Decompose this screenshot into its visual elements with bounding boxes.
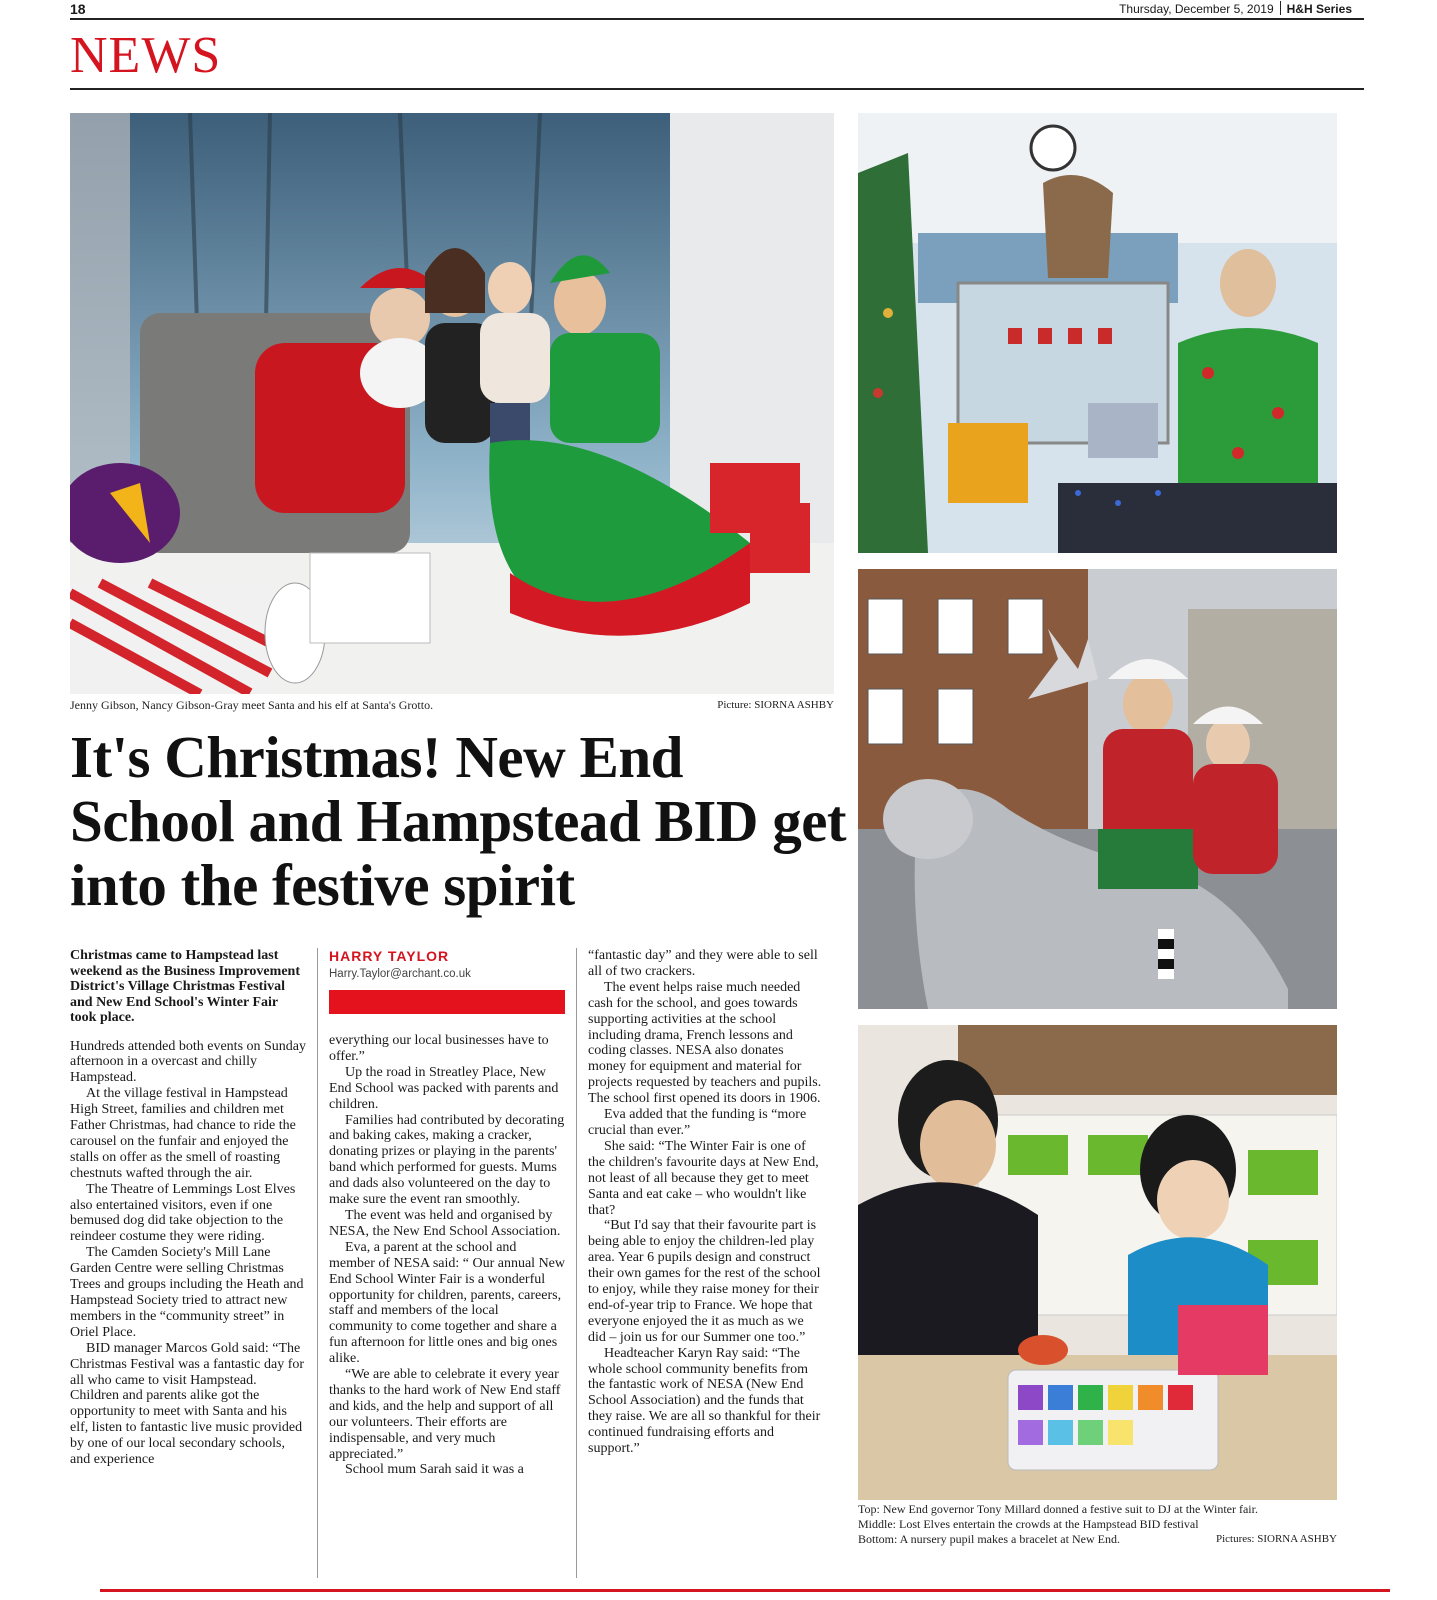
paragraph: BID manager Marcos Gold said: “The Christmas Festival was a fantastic day for all who came to visit Hampstead. Children and parents alike got the opportunity to meet with Santa and his elf, listen to fantastic live music provided by one of our local secondary schools, and experience	[70, 1340, 305, 1468]
photo-dj-governor	[858, 113, 1337, 553]
caption-middle: Middle: Lost Elves entertain the crowds at the Hampstead BID festival	[858, 1517, 1199, 1531]
photo-lost-elves-reindeer	[858, 569, 1337, 1009]
paragraph: Eva added that the funding is “more crucial than ever.”	[588, 1107, 807, 1138]
byline-red-bar	[329, 990, 565, 1014]
paragraph: The event helps raise much needed cash for the school, and goes towards supporting activities at the school including drama, French lessons and coding classes. NESA also donates money for equipment and material for projects requested by teachers and pupils. The school first opened its doors in 1906.	[588, 979, 822, 1107]
issue-date: Thursday, December 5, 2019	[1119, 2, 1274, 16]
photo-nursery-bracelet	[858, 1025, 1337, 1500]
section-rule	[70, 88, 1364, 90]
headline: It's Christmas! New End School and Hampstead BID get into the festive spirit	[70, 724, 847, 918]
publication-name: H&H Series	[1286, 2, 1352, 16]
paragraph: “We are able to celebrate it every year thanks to the hard work of New End staff and kids, and the help and support of all our volunteers. Their efforts are indispensable, and very much appreciated.”	[329, 1367, 561, 1462]
dateline	[1119, 1, 1352, 16]
main-photo-image	[70, 113, 834, 694]
dj-photo-image	[858, 113, 1337, 553]
nursery-photo-image	[858, 1025, 1337, 1500]
paragraph: everything our local businesses have to offer.”	[329, 1033, 549, 1064]
article-column-3	[588, 948, 824, 1457]
paragraph: Eva, a parent at the school and member of NESA said: “ Our annual New End School Winter Fair is a wonderful opportunity for children, parents, careers, staff and members of the local community to come together and share a fun afternoon for little ones and big ones alike.	[329, 1239, 565, 1367]
caption-bottom: Bottom: A nursery pupil makes a bracelet at New End.	[858, 1532, 1120, 1546]
caption-top: Top: New End governor Tony Millard donned a festive suit to DJ at the Winter fair.	[858, 1502, 1258, 1516]
column-divider	[317, 948, 318, 1578]
paragraph: “fantastic day” and they were able to sell all of two crackers.	[588, 948, 818, 979]
page-number: 18	[70, 1, 86, 17]
paragraph: Families had contributed by decorating and baking cakes, making a cracker, donating prizes or playing in the parents' band which performed for guests. Mums and dads also volunteered on the day to make sure the event ran smoothly.	[329, 1112, 565, 1208]
dateline-divider	[1280, 1, 1281, 15]
byline: HARRY TAYLOR	[329, 948, 450, 964]
paragraph: The Camden Society's Mill Lane Garden Centre were selling Christmas Trees and groups including the Heath and Hampstead Society tried to attract new members in the “community street” in Oriel Place.	[70, 1245, 304, 1340]
paragraph: Up the road in Streatley Place, New End School was packed with parents and children.	[329, 1064, 559, 1112]
paragraph: School mum Sarah said it was a	[345, 1462, 524, 1478]
bottom-rule	[100, 1589, 1390, 1592]
section-title: NEWS	[70, 27, 222, 84]
paragraph: The event was held and organised by NESA, the New End School Association.	[329, 1207, 561, 1239]
main-photo-credit: Picture: SIORNA ASHBY	[717, 699, 834, 711]
standfirst: Christmas came to Hampstead last weekend as the Business Improvement District's Village Christmas Festival and New End School's Winter Fair took place.	[70, 948, 300, 1025]
main-photo-santa-grotto	[70, 113, 834, 694]
column-divider	[576, 948, 577, 1578]
paragraph: “But I'd say that their favourite part is being able to enjoy the children-led play area. Year 6 pupils design and construct their own games for the rest of the school to enjoy, while they raise money for their end-of-year trip to France. We hope that everyone enjoyed the it as much as we did – join us for our Summer one too.”	[588, 1218, 821, 1345]
article-column-1	[70, 948, 306, 1468]
byline-email: Harry.Taylor@archant.co.uk	[329, 968, 471, 980]
right-photos-credit: Pictures: SIORNA ASHBY	[1215, 1533, 1337, 1545]
paragraph: The Theatre of Lemmings Lost Elves also entertained visitors, even if one bemused dog did take objection to the reindeer costume they were riding.	[70, 1181, 296, 1245]
paragraph: At the village festival in Hampstead High Street, families and children met Father Christmas, had chance to ride the carousel on the funfair and enjoyed the stalls on offer as the smell of roasting chestnuts wafted through the air.	[70, 1086, 296, 1181]
elves-photo-image	[858, 569, 1337, 1009]
top-rule	[70, 18, 1364, 20]
paragraph: Hundreds attended both events on Sunday afternoon in a overcast and chilly Hampstead.	[70, 1038, 307, 1086]
article-column-2	[329, 948, 565, 1478]
main-photo-caption: Jenny Gibson, Nancy Gibson-Gray meet Santa and his elf at Santa's Grotto.	[70, 698, 434, 712]
paragraph: Headteacher Karyn Ray said: “The whole school community benefits from the fantastic work of NESA (New End School Association) and the funds that they raise. We are all so thankful for their continued fundraising efforts and support.”	[588, 1345, 821, 1457]
paragraph: She said: “The Winter Fair is one of the children's favourite days at New End, not least of all because they get to meet Santa and eat cake – who wouldn't like that?	[588, 1138, 819, 1218]
